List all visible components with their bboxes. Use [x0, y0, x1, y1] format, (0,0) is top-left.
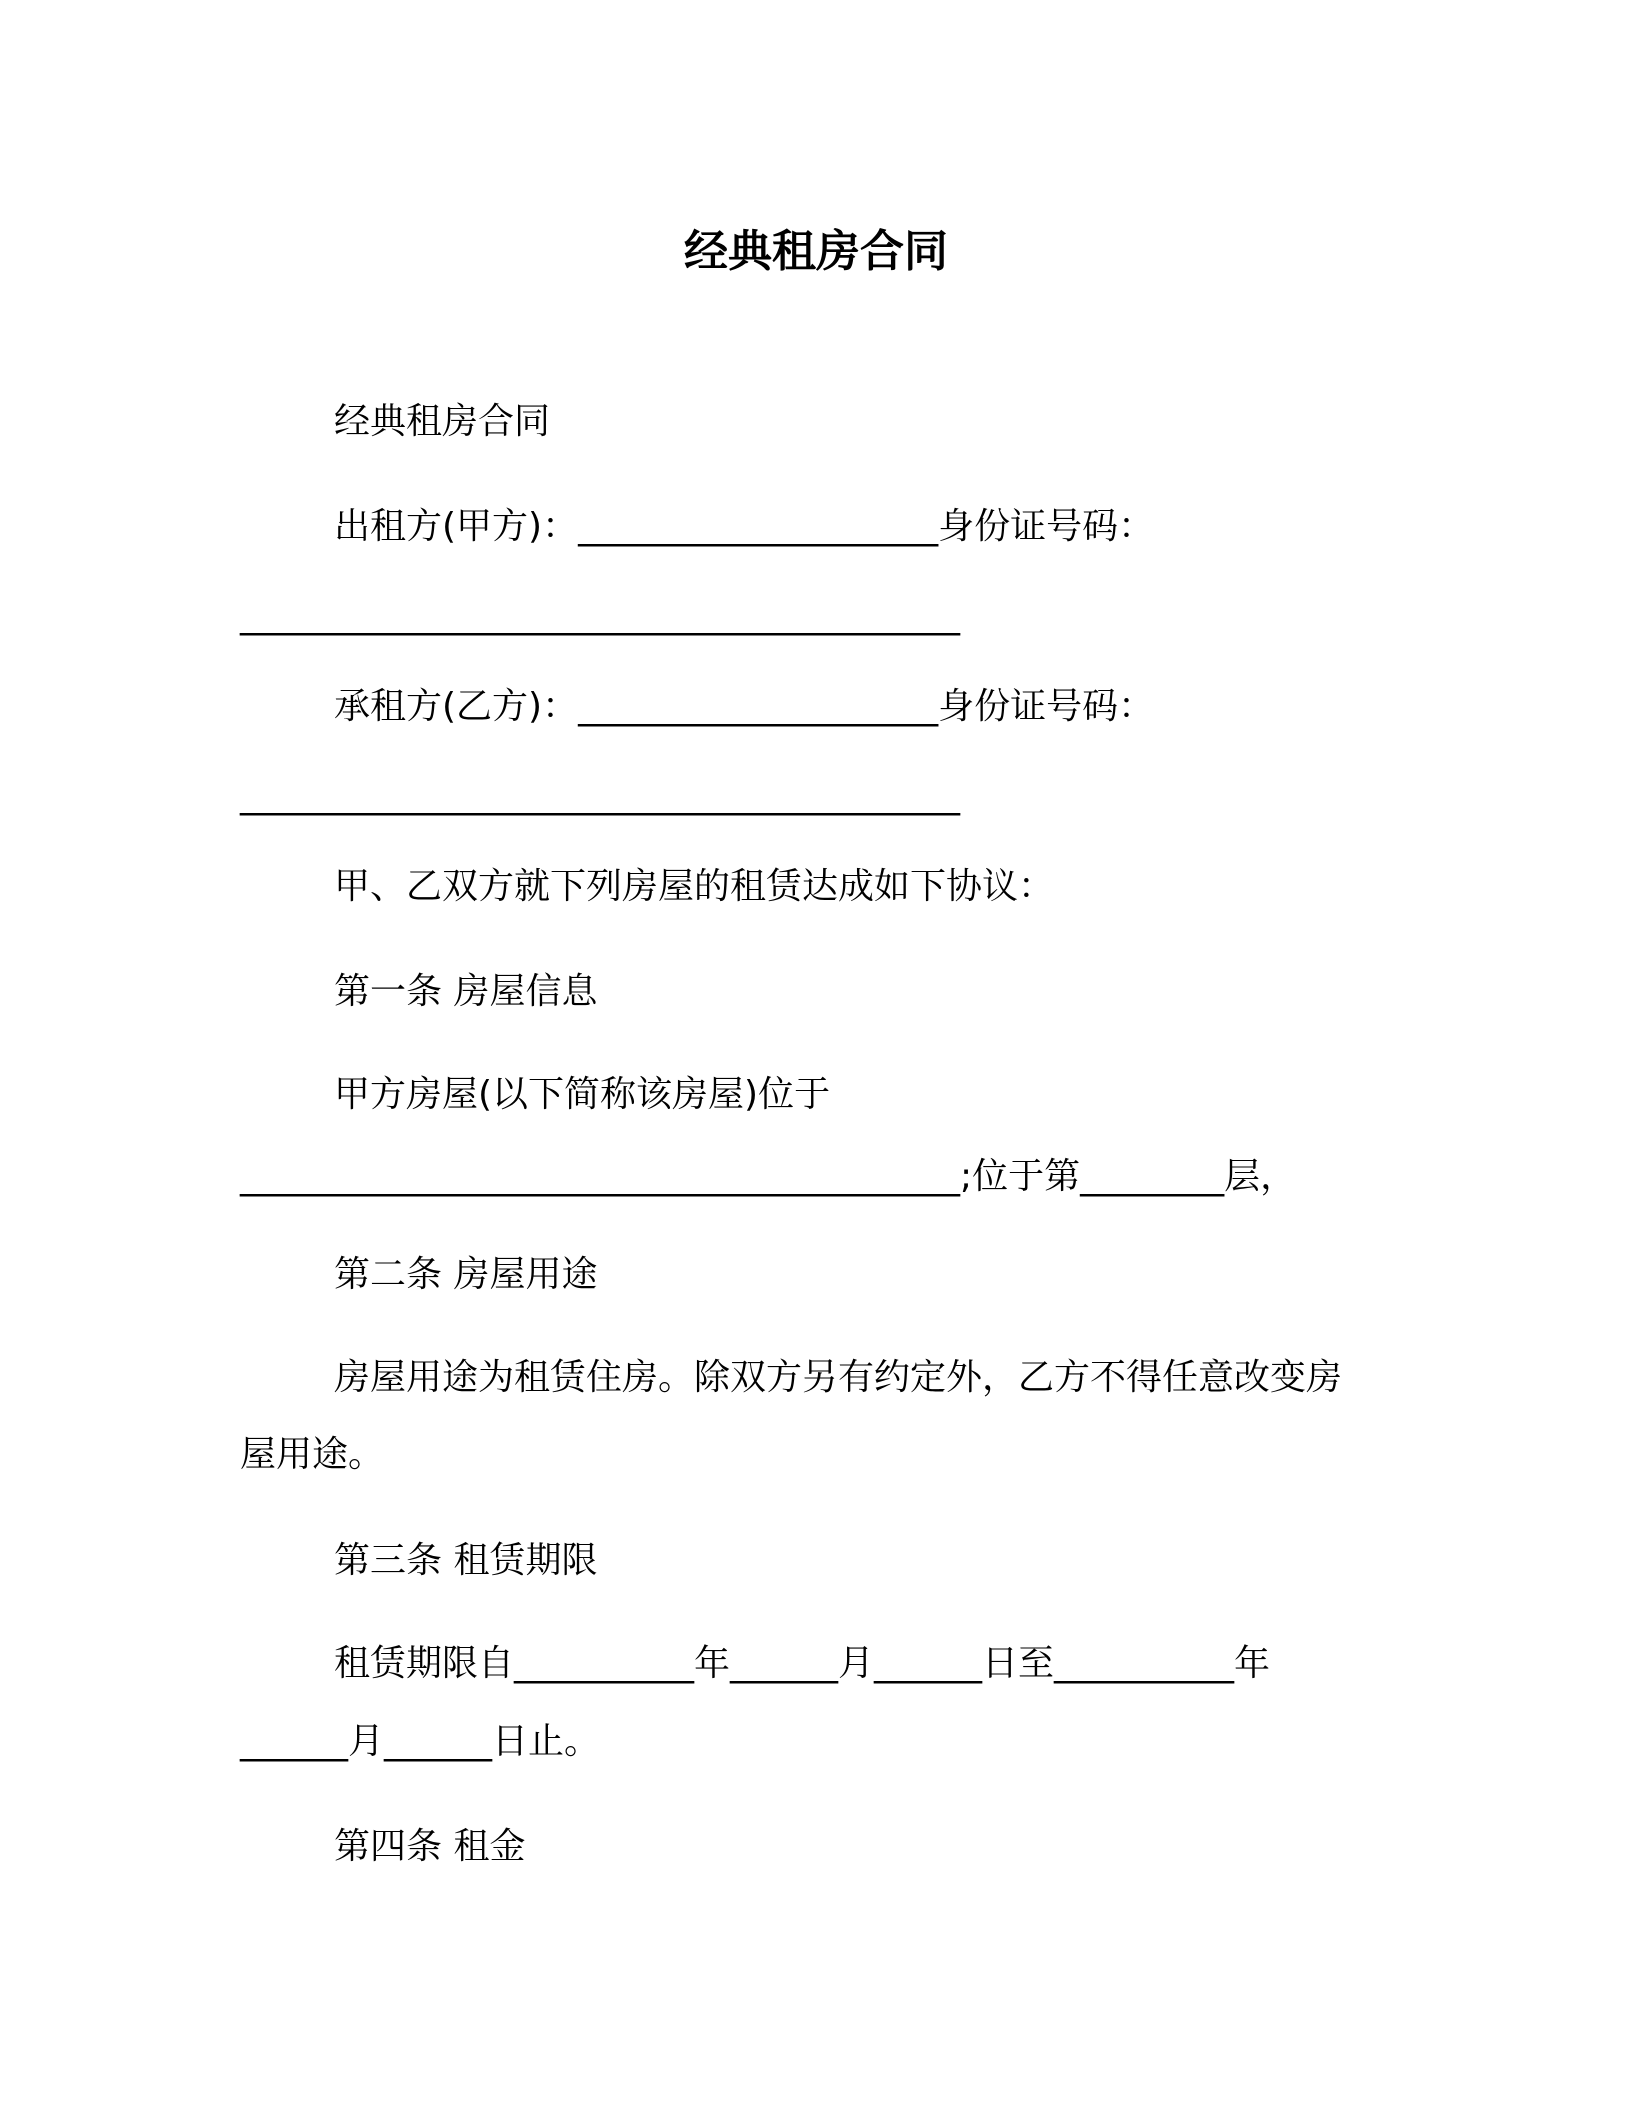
article-1-address-line: ________________________________________;位于第________层， [240, 1156, 1297, 1197]
article-2-text-line-2: 屋用途。 [240, 1434, 385, 1475]
article-2-text-line-1: 房屋用途为租赁住房。除双方另有约定外，乙方不得任意改变房 [334, 1357, 1343, 1398]
lessee-line: 承租方(乙方)：____________________身份证号码： [334, 686, 1155, 727]
lessee-id-blank-line: ________________________________________ [240, 775, 960, 816]
lessor-id-blank-line: ________________________________________ [240, 595, 960, 636]
article-4-heading: 第四条 租金 [334, 1826, 526, 1867]
agreement-intro-line: 甲、乙双方就下列房屋的租赁达成如下协议： [334, 866, 1055, 907]
article-3-text-line-2: ______月______日止。 [240, 1721, 601, 1762]
document-title: 经典租房合同 [684, 226, 948, 277]
subtitle-line: 经典租房合同 [334, 401, 551, 442]
article-3-text-line-1: 租赁期限自__________年______月______日至__________年 [334, 1643, 1271, 1684]
article-2-heading: 第二条 房屋用途 [334, 1254, 598, 1295]
lessor-line: 出租方(甲方)：____________________身份证号码： [334, 506, 1155, 547]
article-1-text-line: 甲方房屋(以下简称该房屋)位于 [334, 1074, 831, 1115]
article-1-heading: 第一条 房屋信息 [334, 971, 598, 1012]
article-3-heading: 第三条 租赁期限 [334, 1540, 598, 1581]
